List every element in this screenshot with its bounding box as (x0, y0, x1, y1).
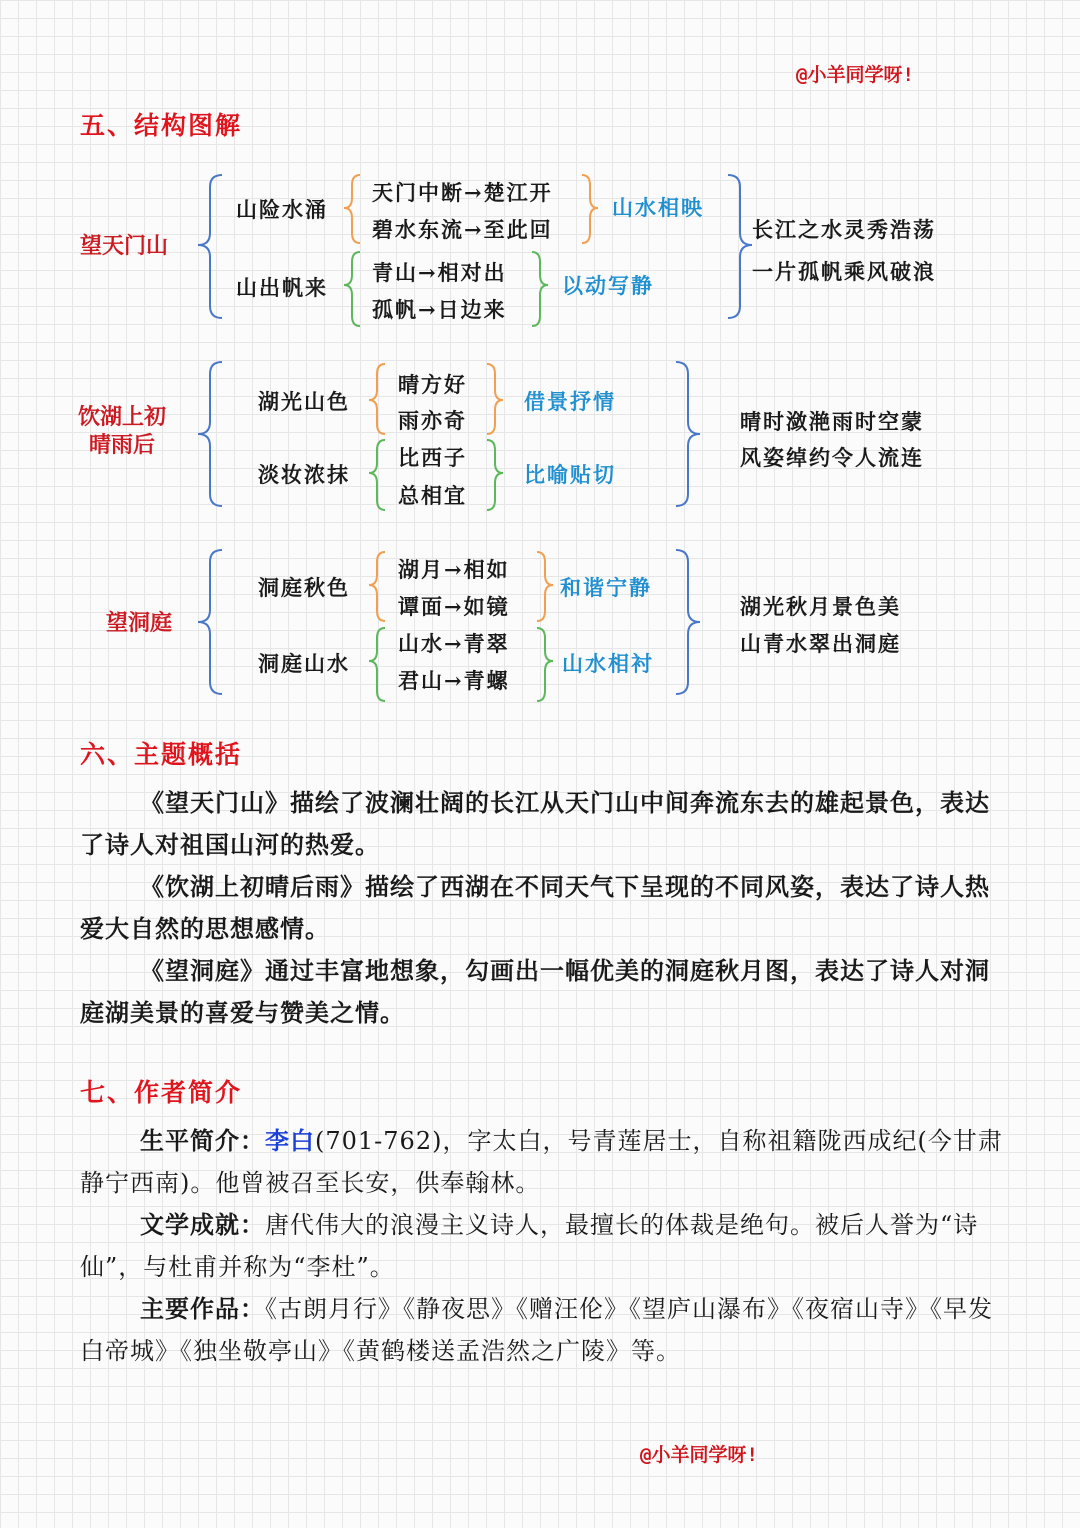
brace-poem2-summary (676, 362, 700, 506)
poem3-branch2-label: 洞庭山水 (258, 651, 350, 676)
poem2-line1: 晴方好 (398, 372, 467, 397)
brace-poem1-main (198, 175, 222, 318)
heading-theme: 六、主题概括 (80, 740, 243, 769)
brace-poem2-tech1 (487, 364, 503, 434)
poem3-summary2: 山青水翠出洞庭 (740, 631, 901, 656)
brace-poem2-tech2 (487, 440, 503, 510)
poem3-technique1: 和谐宁静 (560, 575, 652, 600)
poem1-summary1: 长江之水灵秀浩荡 (752, 217, 936, 242)
author-achievement: 文学成就：唐代伟大的浪漫主义诗人，最擅长的体裁是绝句。被后人誉为“诗仙”，与杜甫并称为“李杜”。 (80, 1210, 979, 1281)
poem1-technique2: 以动写静 (562, 273, 654, 298)
life-label: 生平简介： (140, 1126, 265, 1155)
heading-author: 七、作者简介 (80, 1078, 243, 1107)
poem2-summary1: 晴时潋滟雨时空蒙 (740, 409, 924, 434)
brace-poem1-branch2 (344, 252, 360, 326)
poem1-branch1-label: 山险水涌 (236, 197, 328, 222)
brace-poem2-branch2 (369, 440, 385, 510)
watermark-bottom: @小羊同学呀! (640, 1444, 758, 1466)
brace-poem3-tech2 (537, 628, 553, 701)
brace-poem3-summary (676, 550, 700, 694)
watermark-top: @小羊同学呀! (796, 64, 914, 86)
poem2-branch1-label: 湖光山色 (258, 389, 350, 414)
theme-paragraph-1: 《望天门山》描绘了波澜壮阔的长江从天门山中间奔流东去的雄起景色，表达了诗人对祖国山河的热爱。 (80, 788, 990, 859)
brace-poem1-branch1 (344, 175, 360, 243)
poem3-title: 望洞庭 (106, 610, 173, 636)
poem2-summary2: 风姿绰约令人流连 (740, 445, 924, 470)
poem2-title-line2: 晴雨后 (89, 432, 156, 458)
theme-paragraph-3: 《望洞庭》通过丰富地想象，勾画出一幅优美的洞庭秋月图，表达了诗人对洞庭湖美景的喜爱与赞美之情。 (80, 956, 990, 1027)
brace-poem1-tech2 (532, 252, 548, 326)
poem2-line4: 总相宜 (398, 483, 467, 508)
poem3-branch1-label: 洞庭秋色 (258, 575, 350, 600)
poem3-summary1: 湖光秋月景色美 (740, 594, 901, 619)
poem1-line4: 孤帆→日边来 (372, 297, 507, 322)
poem1-title: 望天门山 (80, 233, 169, 259)
author-life: 生平简介：李白(701-762)，字太白，号青莲居士，自称祖籍陇西成纪(今甘肃静宁西南)。他曾被召至长安，供奉翰林。 (80, 1126, 1003, 1197)
works-label: 主要作品： (140, 1294, 265, 1323)
poem2-title-line1: 饮湖上初 (78, 404, 167, 430)
poem1-technique1: 山水相映 (612, 195, 704, 220)
brace-poem3-tech1 (537, 552, 553, 621)
theme-paragraph-2: 《饮湖上初晴后雨》描绘了西湖在不同天气下呈现的不同风姿，表达了诗人热爱大自然的思想感情。 (80, 872, 990, 943)
poem2-technique2: 比喻贴切 (524, 462, 616, 487)
poem3-line1: 湖月→相如 (398, 557, 510, 582)
author-name: 李白 (265, 1126, 315, 1155)
brace-poem2-branch1 (369, 364, 385, 434)
author-works: 主要作品：《古朗月行》《静夜思》《赠汪伦》《望庐山瀑布》《夜宿山寺》《早发白帝城》《独坐敬亭山》《黄鹤楼送孟浩然之广陵》等。 (80, 1294, 993, 1365)
poem1-line3: 青山→相对出 (372, 260, 507, 285)
poem2-technique1: 借景抒情 (524, 389, 616, 414)
brace-poem2-main (198, 362, 222, 506)
poem3-line2: 谭面→如镜 (398, 594, 510, 619)
heading-structure: 五、结构图解 (80, 111, 243, 140)
poem1-branch2-label: 山出帆来 (236, 275, 328, 300)
brace-poem3-branch1 (369, 552, 385, 621)
brace-poem3-branch2 (369, 628, 385, 701)
brace-poem3-main (198, 550, 222, 694)
poem3-technique2: 山水相衬 (562, 651, 654, 676)
brace-poem1-tech1 (582, 175, 598, 243)
poem3-line3: 山水→青翠 (398, 631, 510, 656)
achievement-label: 文学成就： (140, 1210, 265, 1239)
poem1-line1: 天门中断→楚江开 (372, 180, 553, 205)
poem2-line2: 雨亦奇 (398, 408, 467, 433)
poem2-line3: 比西子 (398, 445, 467, 470)
poem2-title (78, 403, 166, 459)
poem3-line4: 君山→青螺 (398, 668, 510, 693)
poem2-branch2-label: 淡妆浓抹 (258, 462, 350, 487)
poem1-line2: 碧水东流→至此回 (372, 217, 553, 242)
brace-poem1-summary (728, 175, 752, 318)
poem1-summary2: 一片孤帆乘风破浪 (752, 259, 936, 284)
